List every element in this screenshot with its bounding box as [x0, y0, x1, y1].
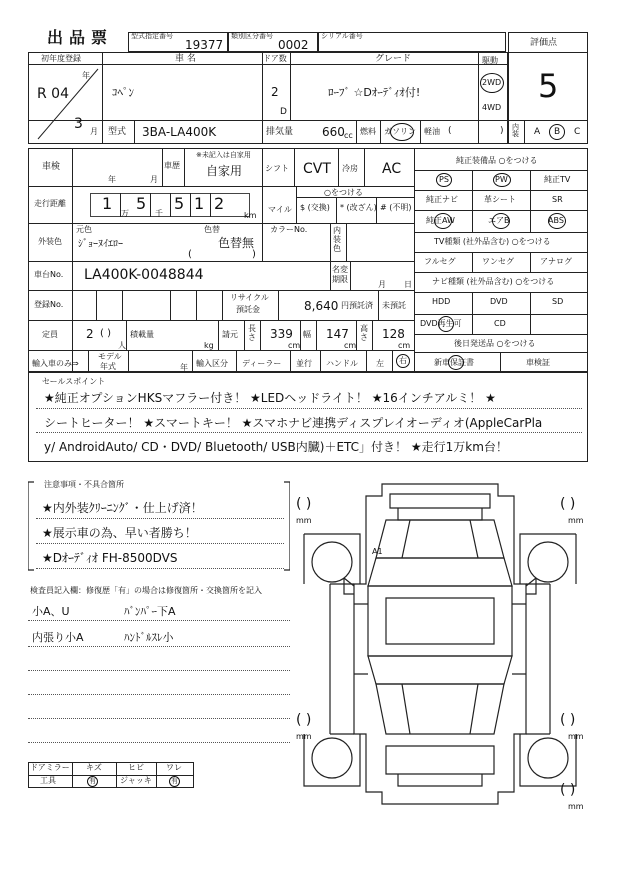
history: 自家用	[206, 164, 243, 178]
mileage-digit-1: 1	[102, 194, 113, 213]
mileage-label: 走行距離	[34, 199, 66, 208]
grade-score: 5	[538, 67, 559, 105]
grade: ﾛｰﾌﾞ ☆Dｵｰﾃﾞｨｵ付!	[328, 86, 421, 99]
tire-rl-bracket: ( )	[296, 712, 312, 728]
sales-label: セールスポイント	[42, 377, 106, 386]
length-label: 長さ	[248, 324, 256, 342]
equipment-title: 純正装備品 ○をつける	[456, 156, 538, 165]
equip-navi: 純正ナビ	[426, 195, 458, 204]
car-name-label: 車 名	[175, 54, 196, 64]
inspection-label: 車検	[42, 162, 61, 172]
sales-line-3: y/ AndroidAuto/ CD・DVD/ Bluetooth/ USB内臓)＋ETC」付き！ ★走行1万km台！	[44, 440, 508, 454]
color-code-label: 色替	[204, 225, 220, 234]
equip-aw: 純正AW	[426, 216, 455, 225]
category-label: 類別区分番号	[231, 32, 273, 40]
navi-cd: CD	[494, 319, 506, 328]
fuel-other-close: )	[500, 126, 504, 136]
sales-line-1: ★純正オプションHKSマフラー付き！ ★LEDヘッドライト！ ★16インチアルミ！ ★	[44, 391, 496, 405]
equip-airbag: エアB	[488, 216, 510, 225]
equip-pw: PW	[495, 175, 508, 184]
interior-color-label: 内装色	[333, 226, 341, 254]
legend-crack: ヒビ	[128, 763, 144, 772]
first-reg-month: 3	[74, 116, 83, 132]
grade-label: グレード	[375, 54, 412, 64]
serial-label: シリアル番号	[321, 32, 363, 40]
interior-label: 内装	[512, 123, 519, 138]
category-no: 0002	[278, 38, 309, 52]
model-year-label-2: 年式	[100, 362, 116, 371]
inspection-month-unit: 月	[150, 175, 158, 184]
capacity-label: 定員	[42, 330, 58, 339]
equip-tv: 純正TV	[544, 175, 571, 184]
request-label: 請元	[222, 330, 238, 339]
tire-fr-unit: mm	[568, 516, 584, 525]
mileage-digit-2: 5	[136, 194, 147, 213]
doors-label: ドア数	[263, 54, 287, 63]
legend-tools: 工具	[40, 776, 56, 785]
recycle-status: 円預託済	[341, 301, 373, 310]
recycle-unpaid: 未預託	[382, 301, 406, 310]
width-label: 幅	[303, 330, 311, 339]
doors: 2	[271, 85, 279, 99]
displacement: 660	[322, 125, 345, 139]
mile-label: マイル	[268, 205, 292, 214]
note-3: ★Dｵｰﾃﾞｨｵ FH-8500DVS	[42, 551, 178, 565]
man-unit: 万	[121, 209, 129, 218]
navi-title: ナビ種類 (社外品含む) ○をつける	[432, 277, 555, 286]
width: 147	[326, 327, 349, 341]
later-inspection: 車検証	[526, 358, 550, 367]
dealer-label: ディーラー	[242, 359, 282, 368]
displacement-label: 排気量	[266, 127, 294, 137]
legend-tools-yes: 有	[89, 777, 96, 785]
color-label: 外装色	[38, 237, 62, 246]
note-2: ★展示車の為、早い者勝ち！	[42, 526, 197, 540]
interior-b: B	[554, 127, 561, 137]
drive-label: 駆動	[482, 56, 498, 65]
name-change-label: 名変期限	[332, 265, 348, 284]
navi-dvd-play: DVD再生可	[420, 319, 462, 328]
chassis-label: 車台No.	[34, 270, 64, 279]
handle-right: 右	[399, 356, 407, 365]
inspection-year-unit: 年	[108, 175, 116, 184]
damage-a1-label: A1	[372, 547, 383, 556]
model-year-label-1: モデル	[98, 352, 122, 361]
car-body-diagram	[290, 474, 590, 814]
shift-label: シフト	[265, 164, 289, 173]
parallel-label: 並行	[296, 359, 312, 368]
tamper-label: * (改ざん)	[340, 203, 377, 212]
color-no-label: カラーNo.	[270, 225, 308, 234]
first-reg-label: 初年度登録	[41, 54, 81, 63]
fuel-label: 燃料	[360, 127, 376, 136]
equip-sr: SR	[552, 195, 563, 204]
mileage-digit-5: 2	[214, 194, 225, 213]
chassis: LA400K-0048844	[84, 267, 204, 283]
exchange-label: $ (交換)	[300, 203, 330, 212]
tv-full: フルセグ	[424, 257, 456, 266]
tv-title: TV種類 (社外品含む) ○をつける	[434, 237, 551, 246]
equip-leather: 革シート	[484, 195, 516, 204]
reg-no-label: 登録No.	[34, 300, 64, 309]
model-cert-label: 型式指定番号	[131, 32, 173, 40]
shift: CVT	[303, 161, 331, 177]
model: 3BA-LA400K	[142, 125, 217, 139]
document-title: 出品票	[47, 28, 114, 47]
tire-rr-bracket: ( )	[560, 712, 576, 728]
equip-ps: PS	[439, 175, 449, 184]
legend-break: ワレ	[166, 763, 182, 772]
color-change: 色替無	[218, 236, 255, 250]
import-only-label: 輸入車のみ⇒	[32, 359, 79, 368]
color-paren-open: (	[188, 249, 192, 260]
km-unit: km	[244, 211, 257, 220]
ac-label: 冷房	[342, 164, 358, 173]
inspector-label: 検査員記入欄：修復歴「有」の場合は修復箇所・交換箇所を記入	[30, 586, 262, 595]
model-cert-no: 19377	[185, 38, 224, 52]
legend-mirror: ドアミラー	[30, 763, 70, 772]
inspector-line-2a: 内張り小A	[32, 631, 84, 644]
recycle-label-1: リサイクル	[230, 293, 269, 302]
mileage-digit-3: 5	[174, 194, 185, 213]
fuel-diesel: 軽油	[424, 127, 440, 136]
inspector-line-1a: 小A、U	[32, 605, 70, 618]
original-color-label: 元色	[76, 225, 92, 234]
month-unit: 月	[90, 127, 98, 136]
history-note: ※未記入は自家用	[196, 151, 251, 159]
legend-jack-yes: 有	[171, 777, 178, 785]
mileage-digit-4: 1	[194, 194, 205, 213]
interior-a: A	[534, 127, 541, 137]
navi-hdd: HDD	[432, 297, 451, 306]
model-label: 型式	[108, 127, 127, 137]
capacity-paren: ( )	[100, 328, 111, 339]
recycle-amount: 8,640	[304, 299, 339, 313]
history-label: 車歴	[164, 161, 180, 170]
length-unit: cm	[288, 341, 301, 350]
model-year-unit: 年	[180, 363, 188, 372]
later-title: 後日発送品 ○をつける	[454, 339, 536, 348]
note-1: ★内外装ｸﾘｰﾆﾝｸﾞ・仕上げ済！	[42, 501, 203, 515]
tire-fr-bracket: ( )	[560, 496, 576, 512]
sen-unit: 千	[155, 209, 163, 218]
height-unit: cm	[398, 341, 411, 350]
tire-rl-unit: mm	[296, 732, 312, 741]
spare-tire-bracket: ( )	[560, 782, 576, 798]
name-change-day: 日	[404, 280, 412, 289]
notes-label: 注意事項・不具合箇所	[44, 480, 124, 489]
inspector-line-2b: ﾊﾝﾄﾞﾙｽﾚ小	[124, 631, 174, 644]
tire-fl-unit: mm	[296, 516, 312, 525]
grade-score-label: 評価点	[530, 38, 558, 48]
kg-unit: kg	[204, 341, 214, 350]
height: 128	[382, 327, 405, 341]
tv-one: ワンセグ	[482, 257, 514, 266]
legend-scratch: キズ	[86, 763, 102, 772]
load-label: 積載量	[130, 330, 154, 339]
circle-note: ○をつける	[324, 188, 363, 197]
handle-label: ハンドル	[326, 359, 358, 368]
drive-4wd: 4WD	[482, 103, 502, 112]
interior-c: C	[574, 127, 581, 137]
height-label: 高さ	[360, 324, 368, 342]
color-paren-close: )	[252, 249, 256, 260]
recycle-label-2: 預託金	[236, 305, 260, 314]
tv-analog: アナログ	[540, 257, 572, 266]
person-unit: 人	[118, 341, 126, 350]
unknown-label: # (不明)	[380, 203, 412, 212]
length: 339	[270, 327, 293, 341]
handle-left: 左	[376, 359, 384, 368]
spare-tire-unit: mm	[568, 802, 584, 811]
capacity: 2	[86, 327, 94, 341]
navi-sd: SD	[552, 297, 564, 306]
displacement-unit: cc	[344, 131, 353, 140]
fuel-other: (	[448, 126, 452, 136]
tire-fl-bracket: ( )	[296, 496, 312, 512]
original-color: ｼﾞｮｰﾇｲｴﾛｰ	[78, 239, 123, 250]
sales-line-2: シートヒーター！ ★スマートキー！ ★スマホナビ連携ディスプレイオーディオ(AppleCarPla	[44, 416, 543, 430]
name-change-month: 月	[378, 280, 386, 289]
drive-2wd: 2WD	[482, 78, 502, 87]
ac: AC	[382, 161, 402, 177]
inspector-line-1b: ﾊﾞﾝﾊﾟｰ下A	[124, 605, 176, 618]
car-name: ｺﾍﾟﾝ	[112, 86, 134, 99]
import-type-label: 輸入区分	[196, 359, 228, 368]
legend-jack: ジャッキ	[120, 776, 152, 785]
fuel-gasoline: ガソリン	[384, 127, 416, 136]
later-warranty: 新車保証書	[434, 358, 474, 367]
equip-abs: ABS	[548, 216, 564, 225]
door-type: D	[280, 107, 287, 117]
year-unit: 年	[82, 71, 90, 80]
first-reg-year: R 04	[37, 86, 69, 102]
width-unit: cm	[344, 341, 357, 350]
navi-dvd: DVD	[490, 297, 508, 306]
tire-rr-unit: mm	[568, 732, 584, 741]
